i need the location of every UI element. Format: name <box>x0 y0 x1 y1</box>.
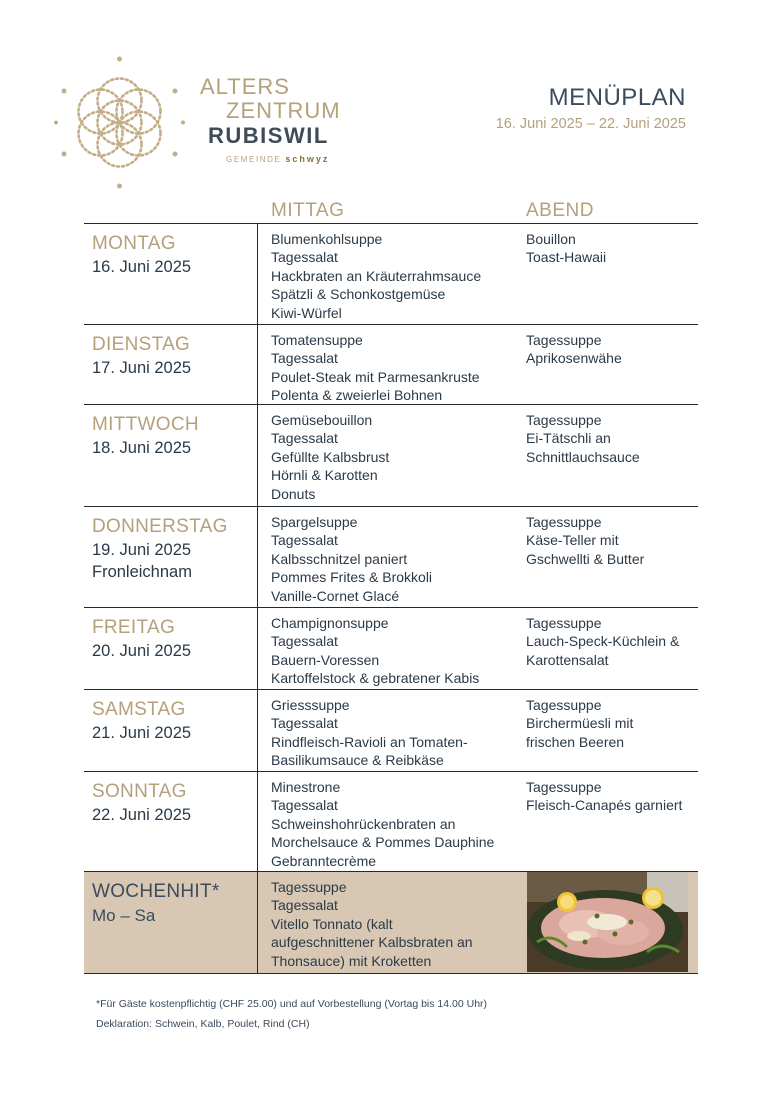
menu-item: Gemüsebouillon <box>271 412 373 428</box>
menu-item: Pommes Frites & Brokkoli <box>271 569 433 586</box>
footnote-price: *Für Gäste kostenpflichtig (CHF 25.00) und auf Vorbestellung (Vortag bis 14.00 Uhr) <box>96 998 488 1010</box>
menu-item: Poulet-Steak mit Parmesankruste <box>271 368 480 385</box>
menu-item: Gebranntecrème <box>271 852 377 869</box>
day-note: Fronleichnam <box>92 563 192 581</box>
page-title: MENÜPLAN <box>548 84 686 111</box>
menu-item: Fleisch-Canapés garniert <box>526 797 683 814</box>
column-header-abend: ABEND <box>526 200 594 221</box>
abend-cell <box>526 411 640 466</box>
menu-item: Hackbraten an Kräuterrahmsauce <box>271 267 482 284</box>
day-name: DIENSTAG <box>92 334 191 355</box>
wochenhit-range: Mo – Sa <box>92 906 156 925</box>
menu-item: Tagessalat <box>271 633 338 650</box>
row-divider <box>257 772 258 871</box>
menu-item: Blumenkohlsuppe <box>271 231 383 247</box>
menu-item: Tagessalat <box>271 249 338 266</box>
menu-item: Toast-Hawaii <box>526 249 607 266</box>
menu-item: Tagessuppe <box>526 332 602 348</box>
abend-cell <box>526 614 679 669</box>
day-name: MITTWOCH <box>92 414 199 435</box>
day-row-montag <box>84 224 698 325</box>
day-date: 18. Juni 2025 <box>92 439 192 457</box>
menu-item: Spätzli & Schonkostgemüse <box>271 286 446 303</box>
day-row-sonntag <box>84 772 698 872</box>
abend-cell <box>526 696 633 751</box>
menu-item: aufgeschnittener Kalbsbraten an <box>271 934 473 951</box>
day-row-freitag <box>84 608 698 690</box>
abend-cell <box>526 513 644 568</box>
day-row-samstag <box>84 690 698 772</box>
menu-item: Kalbsschnitzel paniert <box>271 550 408 567</box>
mittag-cell <box>271 331 480 405</box>
menu-item: Lauch-Speck-Küchlein & <box>526 633 680 650</box>
row-divider <box>257 872 258 973</box>
day-date: 21. Juni 2025 <box>92 724 192 742</box>
menu-item: Tagessalat <box>271 532 338 549</box>
menu-item: Tagessalat <box>271 715 338 732</box>
day-row-donnerstag <box>84 507 698 608</box>
day-name: SONNTAG <box>92 781 187 802</box>
flower-of-life-logo-icon <box>52 55 187 190</box>
menu-item: Bauern-Voressen <box>271 651 380 668</box>
abend-cell <box>526 230 606 267</box>
day-row-dienstag <box>84 325 698 405</box>
menu-item: Minestrone <box>271 779 341 795</box>
menu-item: Tagessalat <box>271 897 338 914</box>
mittag-cell <box>271 411 389 503</box>
menu-item: Tagessuppe <box>526 412 602 428</box>
mittag-cell <box>271 614 479 688</box>
day-date: 20. Juni 2025 <box>92 642 192 660</box>
menu-item: Morchelsauce & Pommes Dauphine <box>271 834 495 851</box>
menu-item: frischen Beeren <box>526 733 625 750</box>
menu-item: Vitello Tonnato (kalt <box>271 915 393 932</box>
date-range: 16. Juni 2025 – 22. Juni 2025 <box>495 116 686 132</box>
day-date: 17. Juni 2025 <box>92 359 192 377</box>
day-name: SAMSTAG <box>92 699 186 720</box>
menu-item: Birchermüesli mit <box>526 715 634 732</box>
menu-item: Tagessuppe <box>526 697 602 713</box>
vitello-tonnato-photo <box>527 872 688 972</box>
brand-wordmark <box>200 76 341 164</box>
wochenhit-mittag <box>271 878 473 970</box>
menu-item: Ei-Tätschli an <box>526 430 611 447</box>
row-divider <box>257 690 258 771</box>
menu-item: Schweinshohrückenbraten an <box>271 815 456 832</box>
brand-schwyz: schwyz <box>285 154 330 164</box>
row-divider <box>257 325 258 404</box>
menu-item: Tagessalat <box>271 797 338 814</box>
menu-item: Rindfleisch-Ravioli an Tomaten- <box>271 733 468 750</box>
menu-item: Tagessalat <box>271 430 338 447</box>
menu-item: Basilikumsauce & Reibkäse <box>271 752 444 769</box>
menu-item: Tomatensuppe <box>271 332 363 348</box>
menu-item: Kartoffelstock & gebratener Kabis <box>271 670 480 687</box>
row-divider <box>257 507 258 607</box>
menu-item: Champignonsuppe <box>271 615 389 631</box>
brand-line-zentrum: ZENTRUM <box>226 98 341 123</box>
wochenhit-row <box>84 872 698 974</box>
menu-item: Bouillon <box>526 231 576 247</box>
menu-item: Schnittlauchsauce <box>526 448 640 465</box>
menu-item: Gefüllte Kalbsbrust <box>271 448 390 465</box>
row-divider <box>257 224 258 324</box>
brand-line-alters: ALTERS <box>200 74 290 99</box>
mittag-cell <box>271 696 468 770</box>
day-name: FREITAG <box>92 617 176 638</box>
row-divider <box>257 405 258 506</box>
menu-item: Thonsauce) mit Kroketten <box>271 952 432 969</box>
menu-item: Polenta & zweierlei Bohnen <box>271 387 443 404</box>
menu-item: Tagessuppe <box>526 779 602 795</box>
menu-item: Donuts <box>271 485 316 502</box>
day-row-mittwoch <box>84 405 698 507</box>
day-name: DONNERSTAG <box>92 516 228 537</box>
footnote-declaration: Deklaration: Schwein, Kalb, Poulet, Rind (CH) <box>96 1018 310 1030</box>
column-header-mittag: MITTAG <box>271 200 345 221</box>
abend-cell <box>526 331 622 368</box>
abend-cell <box>526 778 682 815</box>
brand-line-rubiswil: RUBISWIL <box>208 123 329 148</box>
menu-item: Gschwellti & Butter <box>526 550 645 567</box>
mittag-cell <box>271 778 494 870</box>
brand-gemeinde: GEMEINDE <box>226 155 282 164</box>
menu-item: Tagessuppe <box>526 514 602 530</box>
menu-item: Kiwi-Würfel <box>271 304 342 321</box>
wochenhit-title: WOCHENHIT* <box>92 881 220 902</box>
day-date: 19. Juni 2025 <box>92 541 192 559</box>
menu-item: Tagessalat <box>271 350 338 367</box>
menu-item: Tagessuppe <box>526 615 602 631</box>
menu-item: Karottensalat <box>526 651 609 668</box>
day-date: 16. Juni 2025 <box>92 258 192 276</box>
menu-item: Vanille-Cornet Glacé <box>271 587 400 604</box>
menu-item: Aprikosenwähe <box>526 350 622 367</box>
row-divider <box>257 608 258 689</box>
menu-item: Hörnli & Karotten <box>271 467 378 484</box>
brand-line-gemeinde <box>226 155 341 164</box>
day-name: MONTAG <box>92 233 176 254</box>
mittag-cell <box>271 513 432 605</box>
menu-item: Käse-Teller mit <box>526 532 619 549</box>
menu-item: Spargelsuppe <box>271 514 358 530</box>
mittag-cell <box>271 230 481 322</box>
menu-item: Griesssuppe <box>271 697 350 713</box>
menu-item: Tagessuppe <box>271 879 347 895</box>
day-date: 22. Juni 2025 <box>92 806 192 824</box>
